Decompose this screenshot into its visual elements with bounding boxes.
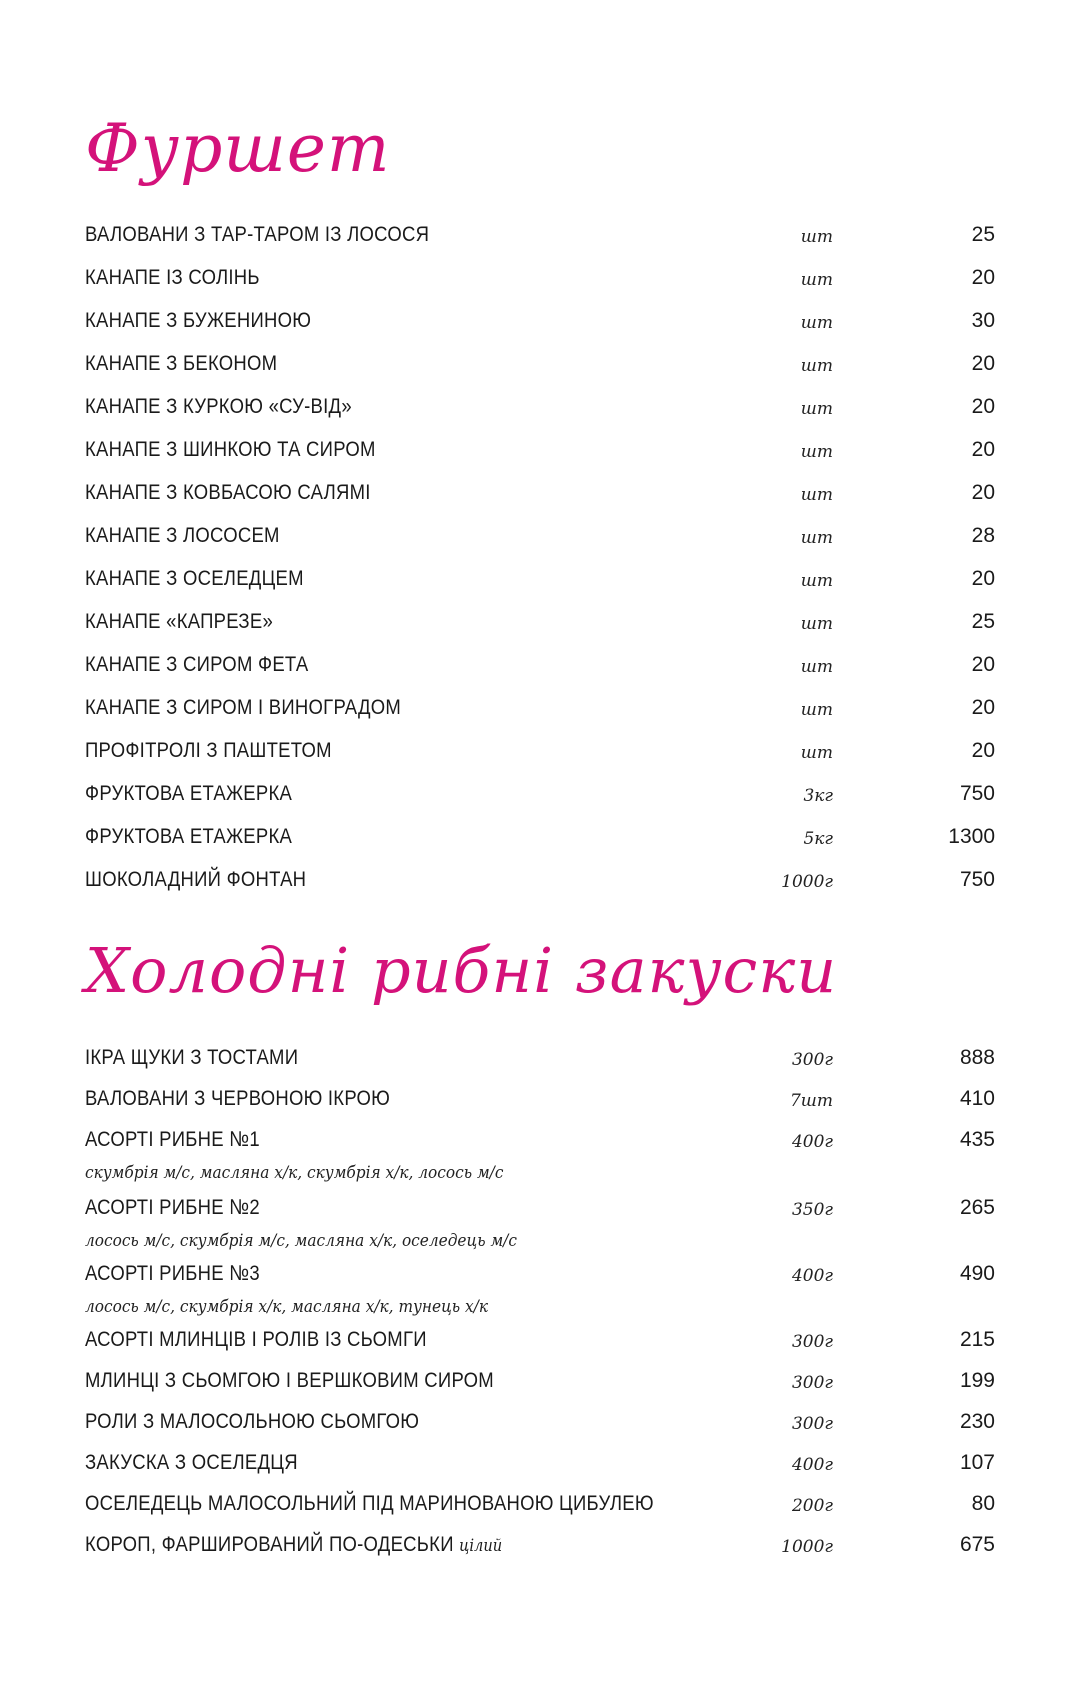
item-name-main: КОРОП, ФАРШИРОВАНИЙ ПО-ОДЕСЬКИ bbox=[85, 1532, 454, 1556]
item-name: МЛИНЦІ З СЬОМГОЮ І ВЕРШКОВИМ СИРОМ bbox=[85, 1368, 494, 1392]
item-qty: 300г bbox=[791, 1373, 833, 1393]
item-qty: шт bbox=[800, 485, 833, 505]
item-price: 28 bbox=[971, 524, 995, 547]
item-name: ФРУКТОВА ЕТАЖЕРКА bbox=[85, 824, 293, 848]
item-name: КАНАПЕ З ШИНКОЮ ТА СИРОМ bbox=[85, 437, 376, 461]
item-price: 750 bbox=[959, 782, 995, 805]
item-name: КАНАПЕ З КОВБАСОЮ САЛЯМІ bbox=[85, 480, 371, 504]
item-qty: шт bbox=[800, 399, 833, 419]
item-qty: 3кг bbox=[803, 786, 833, 806]
item-qty: шт bbox=[800, 700, 833, 720]
menu-item bbox=[85, 1489, 995, 1530]
menu-item bbox=[85, 607, 995, 650]
menu-item bbox=[85, 564, 995, 607]
item-price: 25 bbox=[971, 223, 995, 246]
item-name: КАНАПЕ З БЕКОНОМ bbox=[85, 351, 278, 375]
item-name: КАНАПЕ «КАПРЕЗЕ» bbox=[85, 609, 273, 633]
item-name: ВАЛОВАНИ З ТАР-ТАРОМ ІЗ ЛОСОСЯ bbox=[85, 222, 430, 246]
menu-item bbox=[85, 650, 995, 693]
item-qty: шт bbox=[800, 743, 833, 763]
menu-item bbox=[85, 1325, 995, 1366]
item-qty: шт bbox=[800, 270, 833, 290]
item-qty: шт bbox=[800, 614, 833, 634]
item-qty: шт bbox=[800, 227, 833, 247]
item-price: 888 bbox=[959, 1046, 995, 1069]
menu-item bbox=[85, 779, 995, 822]
item-price: 20 bbox=[971, 653, 995, 676]
item-name: РОЛИ З МАЛОСОЛЬНОЮ СЬОМГОЮ bbox=[85, 1409, 420, 1433]
item-price: 215 bbox=[959, 1328, 995, 1351]
item-qty: 300г bbox=[791, 1050, 833, 1070]
item-qty: шт bbox=[800, 571, 833, 591]
item-qty: 400г bbox=[791, 1132, 833, 1152]
menu-item bbox=[85, 1043, 995, 1084]
menu-item bbox=[85, 1084, 995, 1125]
menu-item bbox=[85, 693, 995, 736]
item-price: 265 bbox=[959, 1196, 995, 1219]
item-qty: 300г bbox=[791, 1332, 833, 1352]
item-qty: 1000г bbox=[781, 872, 833, 892]
item-qty: 7шт bbox=[789, 1091, 833, 1111]
item-price: 20 bbox=[971, 481, 995, 504]
item-price: 410 bbox=[959, 1087, 995, 1110]
menu-item bbox=[85, 822, 995, 865]
item-price: 20 bbox=[971, 739, 995, 762]
menu-item bbox=[85, 349, 995, 392]
item-price: 80 bbox=[971, 1492, 995, 1515]
item-name: КАНАПЕ ІЗ СОЛІНЬ bbox=[85, 265, 260, 289]
item-price: 25 bbox=[971, 610, 995, 633]
item-price: 20 bbox=[971, 266, 995, 289]
menu-item bbox=[85, 263, 995, 306]
item-note: лосось м/с, скумбрія м/с, масляна х/к, оселедець м/с bbox=[85, 1231, 517, 1250]
menu-item bbox=[85, 1193, 995, 1259]
item-name: АСОРТІ РИБНЕ №2 bbox=[85, 1195, 260, 1219]
item-price: 675 bbox=[959, 1533, 995, 1556]
item-note: лосось м/с, скумбрія х/к, масляна х/к, тунець х/к bbox=[85, 1297, 489, 1316]
item-name: АСОРТІ МЛИНЦІВ І РОЛІВ ІЗ СЬОМГИ bbox=[85, 1327, 427, 1351]
menu-item bbox=[85, 1407, 995, 1448]
item-qty: 200г bbox=[791, 1496, 833, 1516]
item-price: 107 bbox=[959, 1451, 995, 1474]
cold-fish-appetizers-list bbox=[85, 1043, 995, 1571]
menu-item bbox=[85, 392, 995, 435]
item-price: 20 bbox=[971, 438, 995, 461]
menu-item bbox=[85, 1530, 995, 1571]
item-price: 230 bbox=[959, 1410, 995, 1433]
item-name: КАНАПЕ З ЛОСОСЕМ bbox=[85, 523, 280, 547]
menu-item bbox=[85, 736, 995, 779]
item-name: ПРОФІТРОЛІ З ПАШТЕТОМ bbox=[85, 738, 332, 762]
menu-item bbox=[85, 865, 995, 908]
item-name: КАНАПЕ З ОСЕЛЕДЦЕМ bbox=[85, 566, 304, 590]
item-name bbox=[85, 1532, 502, 1557]
item-note: скумбрія м/с, масляна х/к, скумбрія х/к, лосось м/с bbox=[85, 1163, 504, 1182]
item-name: АСОРТІ РИБНЕ №3 bbox=[85, 1261, 260, 1285]
item-name: КАНАПЕ З СИРОМ І ВИНОГРАДОМ bbox=[85, 695, 402, 719]
item-price: 20 bbox=[971, 567, 995, 590]
item-name-suffix: цілий bbox=[459, 1536, 503, 1556]
item-name: ШОКОЛАДНИЙ ФОНТАН bbox=[85, 867, 307, 891]
item-name: КАНАПЕ З БУЖЕНИНОЮ bbox=[85, 308, 312, 332]
item-name: ІКРА ЩУКИ З ТОСТАМИ bbox=[85, 1045, 299, 1069]
item-qty: 300г bbox=[791, 1414, 833, 1434]
menu-item bbox=[85, 1125, 995, 1193]
item-qty: шт bbox=[800, 528, 833, 548]
item-qty: 400г bbox=[791, 1455, 833, 1475]
item-qty: шт bbox=[800, 356, 833, 376]
item-name: ВАЛОВАНИ З ЧЕРВОНОЮ ІКРОЮ bbox=[85, 1086, 391, 1110]
item-name: КАНАПЕ З СИРОМ ФЕТА bbox=[85, 652, 309, 676]
item-price: 435 bbox=[959, 1128, 995, 1151]
menu-item bbox=[85, 1259, 995, 1325]
menu-item bbox=[85, 478, 995, 521]
furshet-list bbox=[85, 220, 995, 908]
menu-item bbox=[85, 1366, 995, 1407]
section-title-cold-fish-appetizers: Холодні рибні закуски bbox=[85, 934, 838, 1007]
menu-item bbox=[85, 435, 995, 478]
section-title-furshet: Фуршет bbox=[85, 110, 391, 187]
item-qty: 350г bbox=[791, 1200, 833, 1220]
item-qty: 400г bbox=[791, 1266, 833, 1286]
menu-item bbox=[85, 306, 995, 349]
item-name: ОСЕЛЕДЕЦЬ МАЛОСОЛЬНИЙ ПІД МАРИНОВАНОЮ ЦИБУЛЕЮ bbox=[85, 1491, 654, 1515]
menu-item bbox=[85, 220, 995, 263]
item-price: 20 bbox=[971, 696, 995, 719]
item-name: АСОРТІ РИБНЕ №1 bbox=[85, 1127, 260, 1151]
item-price: 30 bbox=[971, 309, 995, 332]
menu-item bbox=[85, 1448, 995, 1489]
item-price: 750 bbox=[959, 868, 995, 891]
item-qty: 1000г bbox=[781, 1537, 833, 1557]
item-qty: шт bbox=[800, 313, 833, 333]
item-name: ЗАКУСКА З ОСЕЛЕДЦЯ bbox=[85, 1450, 298, 1474]
item-price: 199 bbox=[959, 1369, 995, 1392]
item-qty: шт bbox=[800, 442, 833, 462]
item-price: 490 bbox=[959, 1262, 995, 1285]
item-qty: 5кг bbox=[803, 829, 833, 849]
item-name: КАНАПЕ З КУРКОЮ «СУ-ВІД» bbox=[85, 394, 352, 418]
item-price: 20 bbox=[971, 395, 995, 418]
menu-item bbox=[85, 521, 995, 564]
item-price: 20 bbox=[971, 352, 995, 375]
item-qty: шт bbox=[800, 657, 833, 677]
item-name: ФРУКТОВА ЕТАЖЕРКА bbox=[85, 781, 293, 805]
item-price: 1300 bbox=[948, 825, 995, 848]
